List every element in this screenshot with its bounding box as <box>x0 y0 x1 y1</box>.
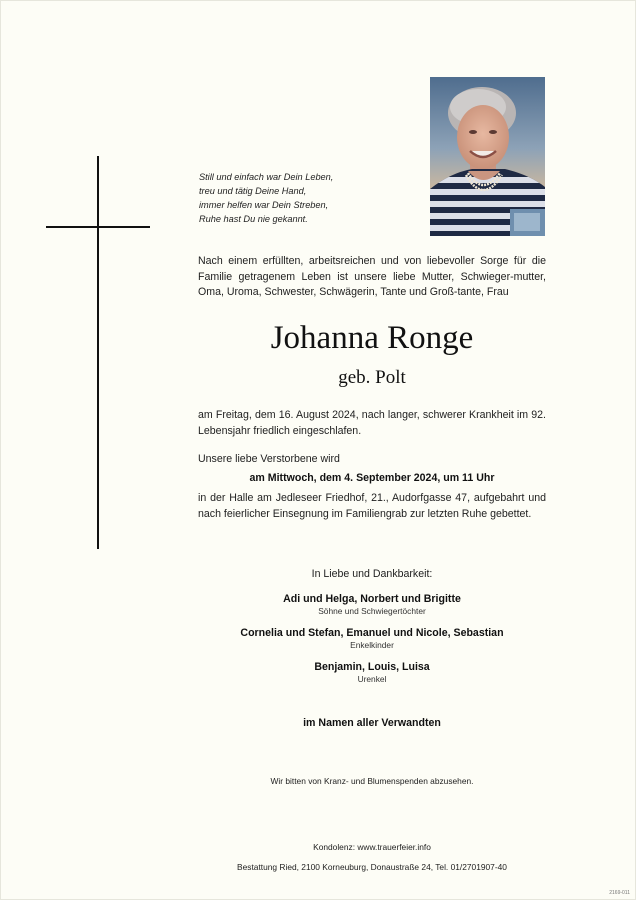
funeral-place-text: in der Halle am Jedleseer Friedhof, 21., Audorfgasse 47, aufgebahrt und nach feierlicher Einsegnung im Familiengrab zur letzten Ruhe gebettet. <box>198 492 546 520</box>
remains-intro: Unsere liebe Verstorbene wird <box>198 453 340 465</box>
poem-line: immer helfen war Dein Streben, <box>199 200 329 210</box>
cross-horizontal-bar <box>46 226 150 228</box>
mourner-group <box>198 593 546 616</box>
family-note: im Namen aller Verwandten <box>303 717 441 729</box>
condolence-link[interactable]: Kondolenz: www.trauerfeier.info <box>313 842 431 852</box>
form-code: 2169-011 <box>609 890 630 896</box>
death-notice-text: am Freitag, dem 16. August 2024, nach langer, schwerer Krankheit im 92. Lebensjahr friedlich eingeschlafen. <box>198 409 546 437</box>
gratitude-line: In Liebe und Dankbarkeit: <box>311 568 433 580</box>
cross-vertical-bar <box>97 156 99 549</box>
mourner-group <box>198 661 546 684</box>
deceased-name: Johanna Ronge <box>270 320 474 356</box>
poem-line: Ruhe hast Du nie gekannt. <box>199 214 308 224</box>
poem-line: treu und tätig Deine Hand, <box>199 186 307 196</box>
funeral-date: am Mittwoch, dem 4. September 2024, um 11 Uhr <box>249 472 495 484</box>
mourner-relation: Söhne und Schwiegertöchter <box>318 606 426 616</box>
poem <box>199 170 399 226</box>
flowers-note: Wir bitten von Kranz- und Blumenspenden abzusehen. <box>270 776 474 786</box>
mourner-relation: Urenkel <box>357 674 387 684</box>
birth-name: geb. Polt <box>338 367 406 388</box>
mourner-group <box>198 627 546 650</box>
mourner-relation: Enkelkinder <box>350 640 394 650</box>
undertaker-info: Bestattung Ried, 2100 Korneuburg, Donaustraße 24, Tel. 01/2701907-40 <box>237 862 507 872</box>
portrait-photo <box>430 77 545 236</box>
mourner-names: Cornelia und Stefan, Emanuel und Nicole, Sebastian <box>240 627 504 639</box>
mourner-names: Benjamin, Louis, Luisa <box>314 661 430 673</box>
poem-line: Still und einfach war Dein Leben, <box>199 172 334 182</box>
mourner-names: Adi und Helga, Norbert und Brigitte <box>283 593 461 605</box>
intro-text: Nach einem erfüllten, arbeitsreichen und von liebevoller Sorge für die Familie getragenem Leben ist unsere liebe Mutter, Schwieger-mutter, Oma, Uroma, Schwester, Schwägerin, Tante und Groß-tante, Frau <box>198 255 546 298</box>
